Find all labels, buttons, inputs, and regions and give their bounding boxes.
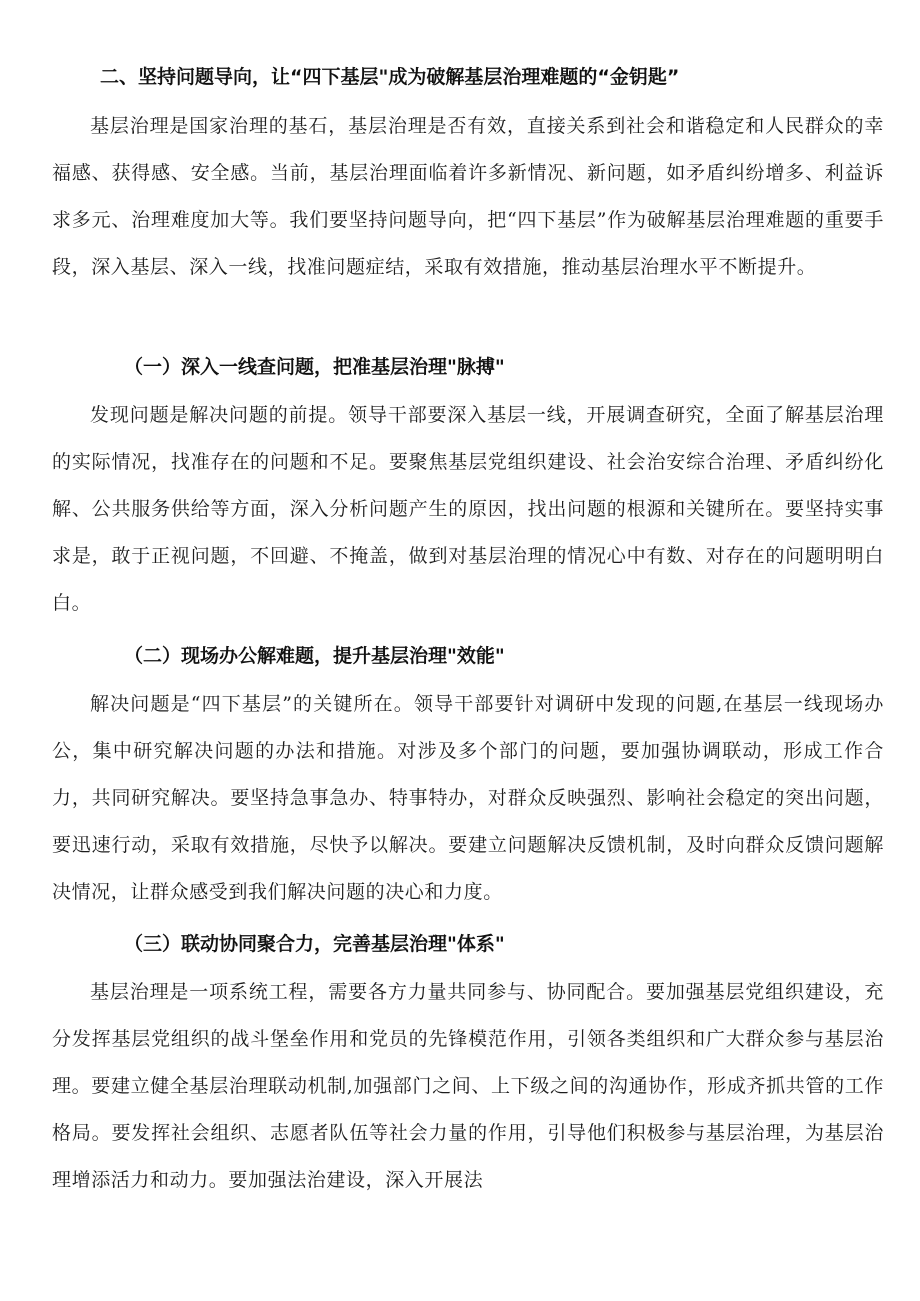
subsection-heading-3: （三）联动协同聚合力，完善基层治理"体系" bbox=[124, 933, 505, 955]
subsection-paragraph-1: 发现问题是解决问题的前提。领导干部要深入基层一线，开展调查研究，全面了解基层治理的实际情况，找准存在的问题和不足。要聚焦基层党组织建设、社会治安综合治理、矛盾纠纷化解、公共服务供给等方面，深入分析问题产生的原因，找出问题的根源和关键所在。要坚持实事求是，敢于正视问题，不回避、不掩盖，做到对基层治理的情况心中有数、对存在的问题明明白白。 bbox=[52, 404, 884, 614]
subsection-heading-2: （二）现场办公解难题，提升基层治理"效能" bbox=[124, 645, 505, 667]
section-heading: 二、坚持问题导向，让“四下基层"成为破解基层治理难题的“金钥匙” bbox=[100, 66, 680, 88]
intro-paragraph: 基层治理是国家治理的基石，基层治理是否有效，直接关系到社会和谐稳定和人民群众的幸福感、获得感、安全感。当前，基层治理面临着许多新情况、新问题，如矛盾纠纷增多、利益诉求多元、治理难度加大等。我们要坚持问题导向，把“四下基层”作为破解基层治理难题的重要手段，深入基层、深入一线，找准问题症结，采取有效措施，推动基层治理水平不断提升。 bbox=[52, 115, 884, 278]
subsection-heading-1: （一）深入一线查问题，把准基层治理"脉搏" bbox=[124, 356, 505, 378]
subsection-paragraph-2: 解决问题是“四下基层”的关键所在。领导干部要针对调研中发现的问题,在基层一线现场办公，集中研究解决问题的办法和措施。对涉及多个部门的问题，要加强协调联动，形成工作合力，共同研究解决。要坚持急事急办、特事特办，对群众反映强烈、影响社会稳定的突出问题，要迅速行动，采取有效措施，尽快予以解决。要建立问题解决反馈机制，及时向群众反馈问题解决情况，让群众感受到我们解决问题的决心和力度。 bbox=[52, 693, 884, 903]
subsection-paragraph-3: 基层治理是一项系统工程，需要各方力量共同参与、协同配合。要加强基层党组织建设，充分发挥基层党组织的战斗堡垒作用和党员的先锋模范作用，引领各类组织和广大群众参与基层治理。要建立健全基层治理联动机制,加强部门之间、上下级之间的沟通协作，形成齐抓共管的工作格局。要发挥社会组织、志愿者队伍等社会力量的作用，引导他们积极参与基层治理，为基层治理增添活力和动力。要加强法治建设，深入开展法 bbox=[52, 981, 884, 1191]
